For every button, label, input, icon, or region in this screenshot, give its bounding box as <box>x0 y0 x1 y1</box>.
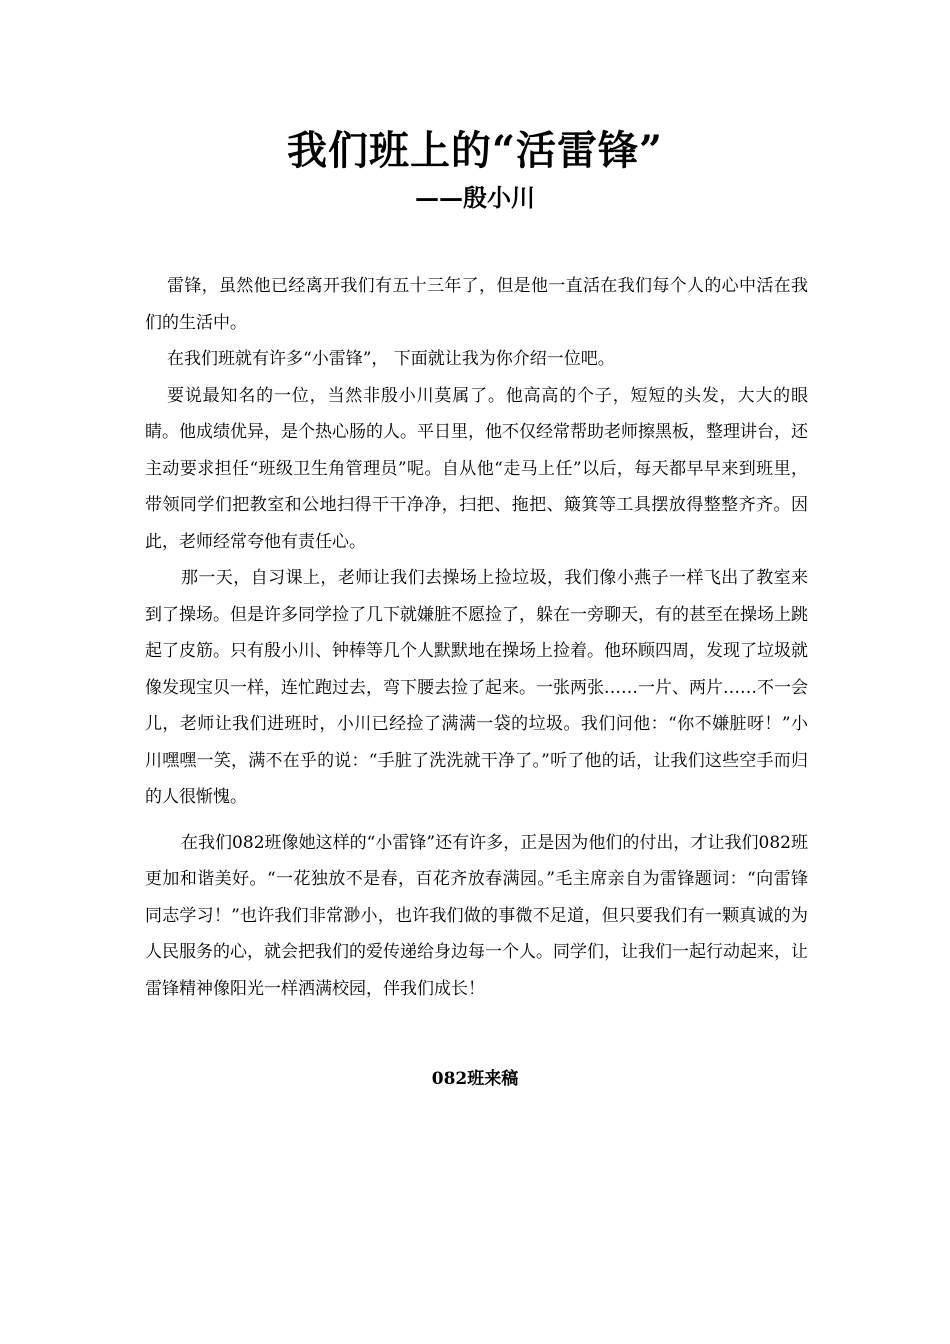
document-author: ——殷小川 <box>415 183 535 212</box>
paragraph-5: 在我们082班像她这样的“小雷锋”还有许多，正是因为他们的付出，才让我们082班更加和谐美好。“一花独放不是春，百花齐放春满园。”毛主席亲自为雷锋题词：“向雷锋同志学习！”也许我们非常渺小，也许我们做的事微不足道，但只要我们有一颗真诚的为人民服务的心，就会把我们的爱传递给身边每一个人。同学们，让我们一起行动起来，让雷锋精神像阳光一样洒满校园，伴我们成长！ <box>145 832 808 999</box>
paragraph-3: 要说最知名的一位，当然非殷小川莫属了。他高高的个子，短短的头发，大大的眼睛。他成绩优异，是个热心肠的人。平日里，他不仅经常帮助老师擦黑板，整理讲台，还主动要求担任“班级卫生角管理员”呢。自从他“走马上任”以后，每天都早早来到班里，带领同学们把教室和公地扫得干干净净，扫把、拖把、簸箕等工具摆放得整整齐齐。因此，老师经常夸他有责任心。 <box>145 385 808 552</box>
document-signature: 082班来稿 <box>431 1069 519 1089</box>
paragraph-2: 在我们班就有许多“小雷锋”， 下面就让我为你介绍一位吧。 <box>167 349 615 369</box>
paragraph-4: 那一天，自习课上，老师让我们去操场上捡垃圾，我们像小燕子一样飞出了教室来到了操场。但是许多同学捡了几下就嫌脏不愿捡了，躲在一旁聊天，有的甚至在操场上跳起了皮筋。只有殷小川、钟棒等几个人默默地在操场上捡着。他环顾四周，发现了垃圾就像发现宝贝一样，连忙跑过去，弯下腰去捡了起来。一张两张……一片、两片……不一会儿，老师让我们进班时，小川已经捡了满满一袋的垃圾。我们问他：“你不嫌脏呀！”小川嘿嘿一笑，满不在乎的说：“手脏了洗洗就干净了。”听了他的话，让我们这些空手而归的人很惭愧。 <box>145 568 808 807</box>
document-title: 我们班上的“活雷锋” <box>286 127 663 174</box>
document-body <box>145 268 808 1007</box>
paragraph-1: 雷锋，虽然他已经离开我们有五十三年了，但是他一直活在我们每个人的心中活在我们的生活中。 <box>145 276 808 333</box>
